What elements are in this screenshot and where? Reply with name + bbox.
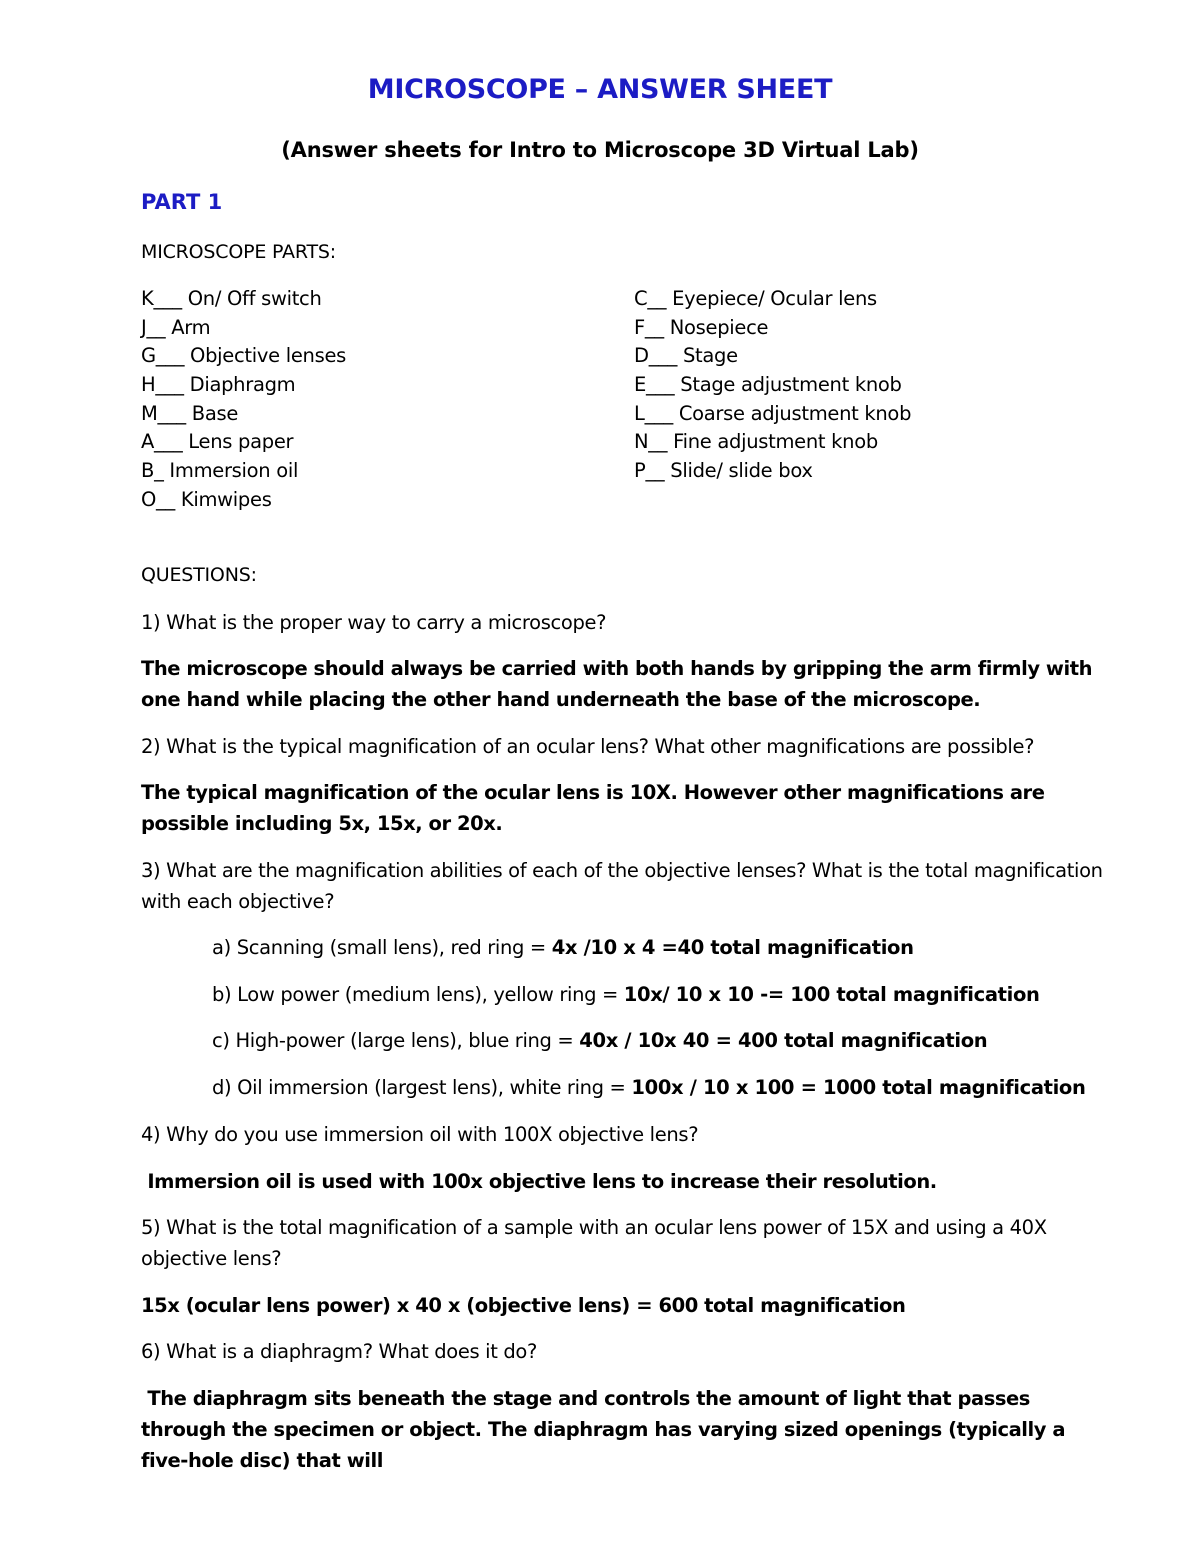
question-3-item-d xyxy=(212,1072,1112,1103)
list-item: K___ On/ Off switch xyxy=(141,287,322,310)
item-label: d) Oil immersion (largest lens), white ring = xyxy=(212,1076,632,1099)
part-heading: PART 1 xyxy=(141,190,223,214)
list-item: D___ Stage xyxy=(634,344,738,368)
item-label: c) High-power (large lens), blue ring = xyxy=(212,1029,580,1052)
list-item: H___ Diaphragm xyxy=(141,373,296,397)
item-answer: 4x /10 x 4 =40 total magnification xyxy=(551,936,914,959)
list-item: A___ Lens paper xyxy=(141,430,294,454)
list-item: J__ Arm xyxy=(141,315,211,339)
parts-heading: MICROSCOPE PARTS: xyxy=(141,241,336,263)
list-item: P__ Slide/ slide box xyxy=(634,459,813,483)
question-6: 6) What is a diaphragm? What does it do? xyxy=(141,1340,537,1363)
parts-list-left xyxy=(141,285,346,515)
list-item: G___ Objective lenses xyxy=(141,344,347,368)
page-subtitle: (Answer sheets for Intro to Microscope 3D Virtual Lab) xyxy=(281,138,919,162)
item-label: b) Low power (medium lens), yellow ring = xyxy=(212,983,624,1006)
list-item: B_ Immersion oil xyxy=(141,459,299,483)
list-item: L___ Coarse adjustment knob xyxy=(634,401,912,425)
question-2: 2) What is the typical magnification of an ocular lens? What other magnifications are possible? xyxy=(141,735,1035,758)
question-1: 1) What is the proper way to carry a microscope? xyxy=(141,611,607,634)
page-title: MICROSCOPE – ANSWER SHEET xyxy=(367,74,833,105)
parts-list-right xyxy=(634,285,911,486)
list-item: C__ Eyepiece/ Ocular lens xyxy=(634,287,877,310)
item-answer: 40x / 10x 40 = 400 total magnification xyxy=(579,1029,988,1052)
item-label: a) Scanning (small lens), red ring = xyxy=(212,936,552,959)
answer-5: 15x (ocular lens power) x 40 x (objective lens) = 600 total magnification xyxy=(141,1294,906,1317)
question-3-item-c xyxy=(212,1025,1112,1056)
question-4: 4) Why do you use immersion oil with 100X objective lens? xyxy=(141,1123,699,1146)
answer-6: The diaphragm sits beneath the stage and controls the amount of light that passes through the specimen or object. The diaphragm has varying sized openings (typically a five-hole disc) that will xyxy=(141,1387,1072,1472)
question-3-item-a xyxy=(212,932,1112,963)
question-3-item-b xyxy=(212,979,1112,1010)
questions-heading: QUESTIONS: xyxy=(141,564,257,586)
item-answer: 10x/ 10 x 10 -= 100 total magnification xyxy=(623,983,1040,1006)
answer-1: The microscope should always be carried with both hands by gripping the arm firmly with one hand while placing the other hand underneath the base of the microscope. xyxy=(141,657,1093,711)
list-item: F__ Nosepiece xyxy=(634,315,769,339)
list-item: O__ Kimwipes xyxy=(141,487,272,511)
question-3: 3) What are the magnification abilities of each of the objective lenses? What is the total magnification with each objective? xyxy=(141,859,1103,913)
answer-4: Immersion oil is used with 100x objective lens to increase their resolution. xyxy=(141,1170,937,1193)
question-5: 5) What is the total magnification of a sample with an ocular lens power of 15X and using a 40X objective lens? xyxy=(141,1216,1047,1270)
answer-2: The typical magnification of the ocular lens is 10X. However other magnifications are possible including 5x, 15x, or 20x. xyxy=(141,781,1045,835)
item-answer: 100x / 10 x 100 = 1000 total magnification xyxy=(631,1076,1086,1099)
list-item: N__ Fine adjustment knob xyxy=(634,430,878,454)
list-item: M___ Base xyxy=(141,401,239,425)
list-item: E___ Stage adjustment knob xyxy=(634,373,902,397)
